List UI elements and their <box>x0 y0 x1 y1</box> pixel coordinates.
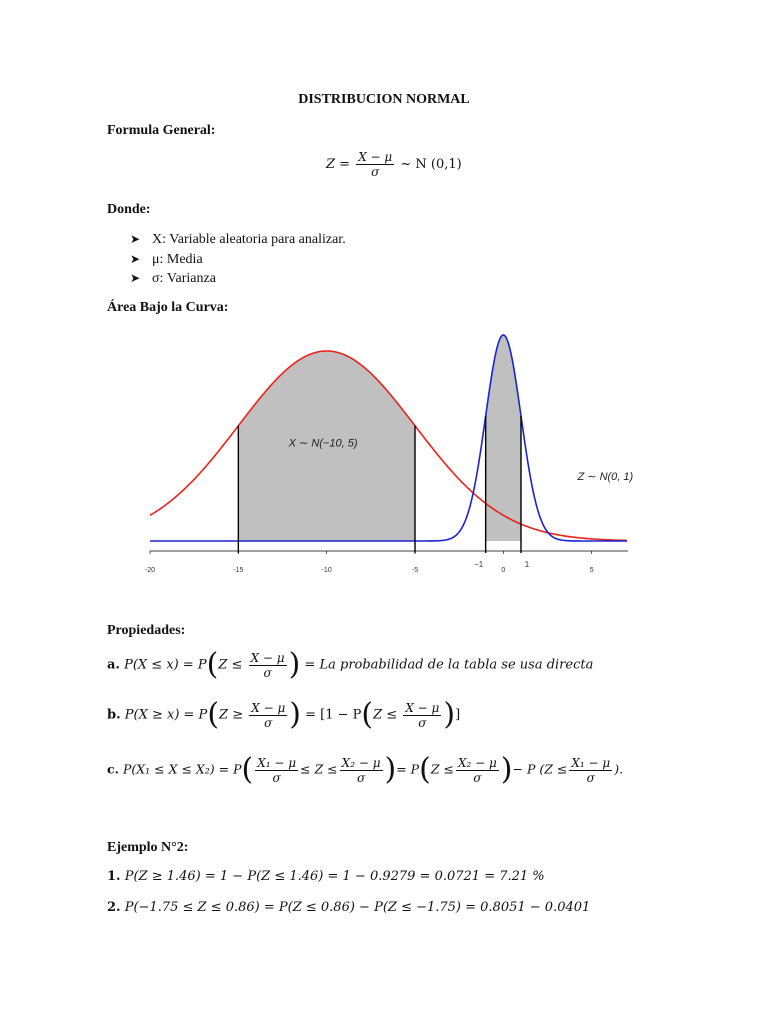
formula-numerator: X − μ <box>358 150 393 164</box>
ejemplo-heading: Ejemplo N°2: <box>107 840 189 855</box>
extra-tick-label: −1 <box>474 560 484 569</box>
formula-rhs: ~ N (0,1) <box>400 157 462 172</box>
list-item: ➤ X: Variable aleatoria para analizar. <box>130 230 346 250</box>
donde-list <box>130 230 346 289</box>
property-b-label: b. <box>107 707 121 723</box>
formula-general-heading: Formula General: <box>107 123 216 138</box>
x-tick-label: -10 <box>321 567 332 574</box>
property-b: b. P(X ≥ x) = P(Z ≥ $\frac{X - \mu}{\sigma}$ ) = [1 − P(Z ≤ $\frac{X - \mu}{\sigma}$ )] <box>107 697 461 732</box>
extra-tick-label: 1 <box>524 560 530 569</box>
list-item: ➤ μ: Media <box>130 250 346 270</box>
ejemplo-line-2: 2. P(−1.75 ≤ Z ≤ 0.86) = P(Z ≤ 0.86) − P(Z ≤ −1.75) = 0.8051 − 0.0401 <box>107 900 591 915</box>
formula-lhs: Z = <box>326 157 351 172</box>
property-a-label: a. <box>107 657 120 673</box>
arrow-bullet-icon: ➤ <box>130 251 141 266</box>
formula-denominator: σ <box>371 165 380 179</box>
arrow-bullet-icon: ➤ <box>130 271 141 285</box>
propiedades-heading: Propiedades: <box>107 623 186 638</box>
series-label-x: X ∼ N(−10, 5) <box>288 437 358 450</box>
donde-heading: Donde: <box>107 202 151 217</box>
x-tick-label: -15 <box>233 567 244 574</box>
x-axis-ticks <box>145 551 594 574</box>
formula-fraction <box>356 150 394 179</box>
x-tick-label: -20 <box>144 567 156 574</box>
area-heading: Área Bajo la Curva: <box>107 300 229 315</box>
normal-distribution-chart <box>130 325 640 585</box>
general-formula <box>326 150 462 179</box>
ejemplo-line-1: 1. P(Z ≥ 1.46) = 1 − P(Z ≤ 1.46) = 1 − 0.9279 = 0.0721 = 7.21 % <box>107 869 545 884</box>
list-item: ➤ σ: Varianza <box>130 269 346 289</box>
arrow-bullet-icon: ➤ <box>130 232 141 246</box>
x-tick-label: -5 <box>411 567 419 574</box>
series-label-z: Z ∼ N(0, 1) <box>577 471 634 483</box>
x-tick-label: 5 <box>589 567 594 574</box>
page-title: DISTRIBUCION NORMAL <box>298 92 470 107</box>
property-c-label: c. <box>107 761 119 777</box>
x-tick-label: 0 <box>501 567 506 574</box>
shaded-areas <box>238 335 521 541</box>
property-c: c. P(X₁ ≤ X ≤ X₂) = P( $\frac{\text{X₁ − μ}}{\sigma}$ ≤ Z ≤ $\frac{\text{X₂ − μ}}{\sigma}$ )= P(Z ≤ $\frac{\text{X₂ − μ}}{\sigma}$ )− P (Z ≤ $\frac{\text{X₁ − μ}}{\sigma}$ ). <box>107 752 624 787</box>
property-a: a. P(X ≤ x) = P(Z ≤ $\frac{X - \mu}{\sigma}$ ) = La probabilidad de la tabla se usa directa <box>107 647 594 682</box>
shaded-area-z <box>486 335 521 541</box>
